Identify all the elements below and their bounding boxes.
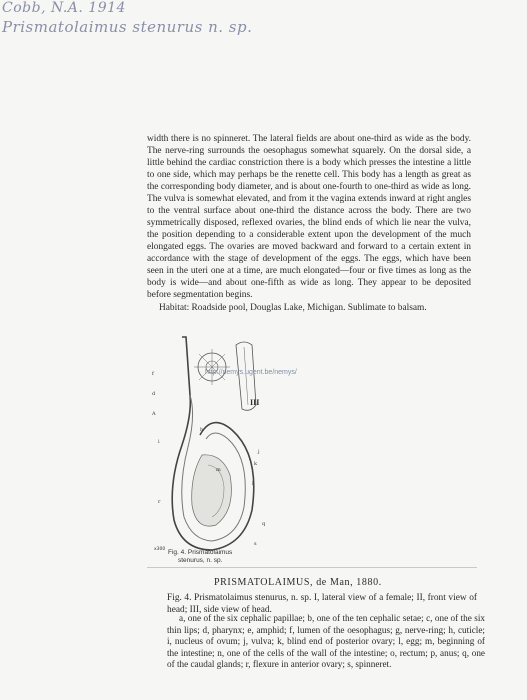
svg-text:i: i [158,439,160,445]
svg-text:r: r [158,499,161,505]
figure-caption: Fig. 4. Prismatolaimus stenurus, n. sp. I, lateral view of a female; II, front view of head; III, side view of head. [167,593,477,615]
svg-text:h: h [200,427,204,433]
body-paragraph: width there is no spinneret. The lateral fields are about one-third as wide as the body. The nerve-ring surrounds the oesophagus somewhat squarely. On the dorsal side, a little behind the cardiac constriction there is a body which presses the intestine a little to one side, which may perhaps be the renette cell. This body has a length as great as the corresponding body diameter, and is about one-fourth to one-third as wide as long. The vulva is somewhat elevated, and from it the vagina extends inward at right angles to the ventral surface about one-third the distance across the body. There are two symmetrically disposed, reflexed ovaries, the blind ends of which lie near the vulva, the position depending to a considerable extent upon the development of the much elongated eggs. The ovaries are moved backward and forward to a certain extent in accordance with the stage of development of the eggs. The eggs, which have been seen in the uteri one at a time, are much elongated—four or five times as long as the body is wide—and about one-fifth as wide as long. They appear to be deposited before segmentation begins. [147,134,471,300]
svg-text:d: d [152,391,156,397]
svg-text:A: A [152,411,156,417]
svg-text:l: l [252,481,254,487]
figure-small-caption [168,549,232,565]
scale-label: x300 [154,547,166,552]
handwritten-species-name: Prismatolaimus stenurus n. sp. [2,18,253,36]
body-text [147,133,471,301]
svg-text:m: m [216,467,221,473]
handwritten-citation: Cobb, N.A. 1914 [2,0,126,16]
figure-small-caption-line2: stenurus, n. sp. [178,557,223,564]
svg-text:s: s [254,541,257,547]
figure-legend: a, one of the six cephalic papillae; b, one of the ten cephalic setae; c, one of the six thin lips; d, pharynx; e, amphid; f, lumen of the oesophagus; g, nerve-ring; h, cuticle; i, nucleus of ovum; j, vulva; k, blind end of posterior ovary; l, egg; m, beginning of the intestine; n, one of the cells of the wall of the intestine; o, rectum; p, anus; q, one of the caudal glands; r, flexure in anterior ovary; s, spinneret. [167,613,485,670]
genus-heading: PRISMATOLAIMUS, de Man, 1880. [214,577,382,588]
svg-text:k: k [254,461,258,467]
habitat-line: Habitat: Roadside pool, Douglas Lake, Michigan. Sublimate to balsam. [159,303,427,313]
svg-text:f: f [152,371,154,377]
figure-small-caption-line1: Fig. 4. Prismatolaimus [168,549,233,556]
svg-text:j: j [258,449,260,455]
svg-text:q: q [262,521,266,527]
head-front-view [194,349,230,385]
figure-roman-label: III [250,398,260,407]
divider [147,567,477,568]
watermark-url: http://nemys.ugent.be/nemys/ [205,369,297,376]
